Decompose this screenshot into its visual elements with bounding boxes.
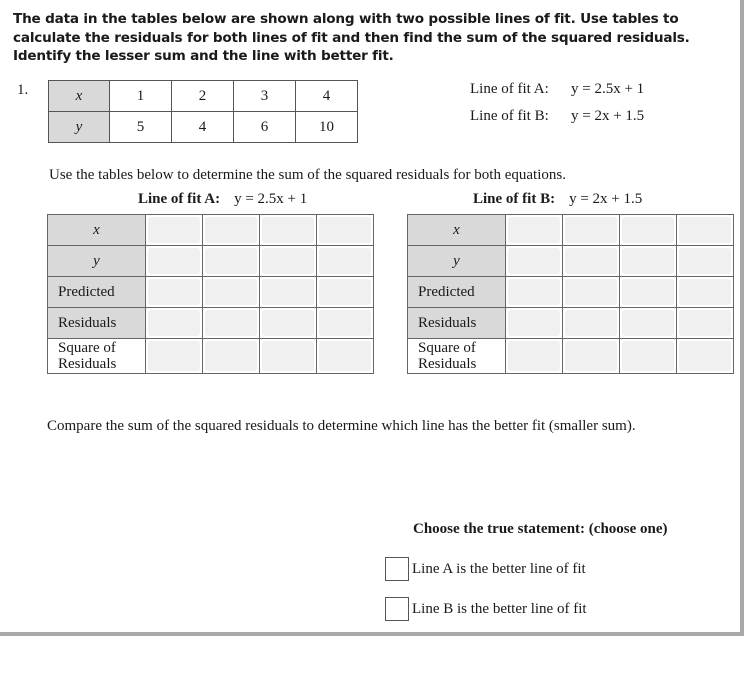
input-cell[interactable] xyxy=(620,308,677,339)
choice-line-a[interactable] xyxy=(385,557,586,581)
square-label-line1: Square of xyxy=(418,340,476,356)
equation-b-label: Line of fit B: xyxy=(470,108,549,124)
problem-number: 1. xyxy=(17,82,29,98)
given-x-cell: 4 xyxy=(296,81,358,112)
input-cell[interactable] xyxy=(620,277,677,308)
input-cell[interactable] xyxy=(317,215,374,246)
work-header-b xyxy=(473,191,642,208)
work-a-predicted-row xyxy=(48,277,374,308)
input-cell[interactable] xyxy=(146,277,203,308)
given-data-table xyxy=(48,80,358,143)
input-cell[interactable] xyxy=(677,215,734,246)
input-cell[interactable] xyxy=(677,339,734,374)
compare-text: Compare the sum of the squared residuals to determine which line has the better fit (smaller sum). xyxy=(47,418,636,434)
input-cell[interactable] xyxy=(317,339,374,374)
input-cell[interactable] xyxy=(203,339,260,374)
checkbox-line-b[interactable] xyxy=(385,597,409,621)
input-cell[interactable] xyxy=(620,246,677,277)
row-header-x: x xyxy=(408,215,506,246)
given-x-cell: 1 xyxy=(110,81,172,112)
input-cell[interactable] xyxy=(506,215,563,246)
input-cell[interactable] xyxy=(260,277,317,308)
equation-a-label: Line of fit A: xyxy=(470,81,549,97)
work-table-b xyxy=(407,214,734,374)
row-header-y: y xyxy=(408,246,506,277)
row-header-square-residuals xyxy=(408,339,506,374)
input-cell[interactable] xyxy=(506,277,563,308)
row-header-residuals: Residuals xyxy=(48,308,146,339)
input-cell[interactable] xyxy=(203,308,260,339)
input-cell[interactable] xyxy=(563,339,620,374)
input-cell[interactable] xyxy=(146,339,203,374)
work-b-x-row xyxy=(408,215,734,246)
given-x-header: x xyxy=(49,81,110,112)
square-label-line1: Square of xyxy=(58,340,116,356)
row-header-x: x xyxy=(48,215,146,246)
choose-prompt: Choose the true statement: (choose one) xyxy=(413,521,668,537)
equation-a xyxy=(470,81,644,98)
work-header-a-label: Line of fit A: xyxy=(138,191,221,207)
input-cell[interactable] xyxy=(620,339,677,374)
given-y-cell: 6 xyxy=(234,112,296,143)
input-cell[interactable] xyxy=(506,308,563,339)
input-cell[interactable] xyxy=(317,277,374,308)
equation-b-formula: y = 2x + 1.5 xyxy=(571,108,645,124)
work-b-predicted-row xyxy=(408,277,734,308)
row-header-residuals: Residuals xyxy=(408,308,506,339)
row-header-square-residuals xyxy=(48,339,146,374)
input-cell[interactable] xyxy=(260,339,317,374)
given-y-cell: 4 xyxy=(172,112,234,143)
input-cell[interactable] xyxy=(620,215,677,246)
input-cell[interactable] xyxy=(506,339,563,374)
given-x-cell: 2 xyxy=(172,81,234,112)
square-label-line2: Residuals xyxy=(418,356,477,372)
input-cell[interactable] xyxy=(506,246,563,277)
input-cell[interactable] xyxy=(677,308,734,339)
input-cell[interactable] xyxy=(146,215,203,246)
input-cell[interactable] xyxy=(563,246,620,277)
input-cell[interactable] xyxy=(146,246,203,277)
work-a-square-row xyxy=(48,339,374,374)
use-tables-text: Use the tables below to determine the sum of the squared residuals for both equations. xyxy=(49,167,566,183)
work-header-b-label: Line of fit B: xyxy=(473,191,556,207)
input-cell[interactable] xyxy=(563,277,620,308)
given-y-cell: 10 xyxy=(296,112,358,143)
given-x-cell: 3 xyxy=(234,81,296,112)
equation-b xyxy=(470,108,644,125)
equation-a-formula: y = 2.5x + 1 xyxy=(571,81,645,97)
input-cell[interactable] xyxy=(203,246,260,277)
input-cell[interactable] xyxy=(563,215,620,246)
choice-line-b[interactable] xyxy=(385,597,587,621)
row-header-y: y xyxy=(48,246,146,277)
choice-line-a-label: Line A is the better line of fit xyxy=(412,560,586,577)
work-header-b-formula: y = 2x + 1.5 xyxy=(569,191,643,207)
input-cell[interactable] xyxy=(203,215,260,246)
input-cell[interactable] xyxy=(677,246,734,277)
input-cell[interactable] xyxy=(677,277,734,308)
work-a-y-row xyxy=(48,246,374,277)
work-b-y-row xyxy=(408,246,734,277)
choice-line-b-label: Line B is the better line of fit xyxy=(412,600,587,617)
row-header-predicted: Predicted xyxy=(408,277,506,308)
work-a-x-row xyxy=(48,215,374,246)
instructions: The data in the tables below are shown along with two possible lines of fit. Use tables to calculate the residuals for both lines of fit and then find the sum of the squared residuals. Identify the lesser sum and the line with better fit. xyxy=(13,11,690,64)
input-cell[interactable] xyxy=(146,308,203,339)
input-cell[interactable] xyxy=(317,308,374,339)
work-b-residuals-row xyxy=(408,308,734,339)
work-a-residuals-row xyxy=(48,308,374,339)
given-y-cell: 5 xyxy=(110,112,172,143)
checkbox-line-a[interactable] xyxy=(385,557,409,581)
given-x-row xyxy=(49,81,358,112)
work-header-a-formula: y = 2.5x + 1 xyxy=(234,191,308,207)
input-cell[interactable] xyxy=(260,246,317,277)
input-cell[interactable] xyxy=(203,277,260,308)
row-header-predicted: Predicted xyxy=(48,277,146,308)
work-header-a xyxy=(138,191,307,208)
given-y-row xyxy=(49,112,358,143)
work-b-square-row xyxy=(408,339,734,374)
input-cell[interactable] xyxy=(260,308,317,339)
input-cell[interactable] xyxy=(317,246,374,277)
input-cell[interactable] xyxy=(260,215,317,246)
input-cell[interactable] xyxy=(563,308,620,339)
square-label-line2: Residuals xyxy=(58,356,117,372)
given-y-header: y xyxy=(49,112,110,143)
work-table-a xyxy=(47,214,374,374)
